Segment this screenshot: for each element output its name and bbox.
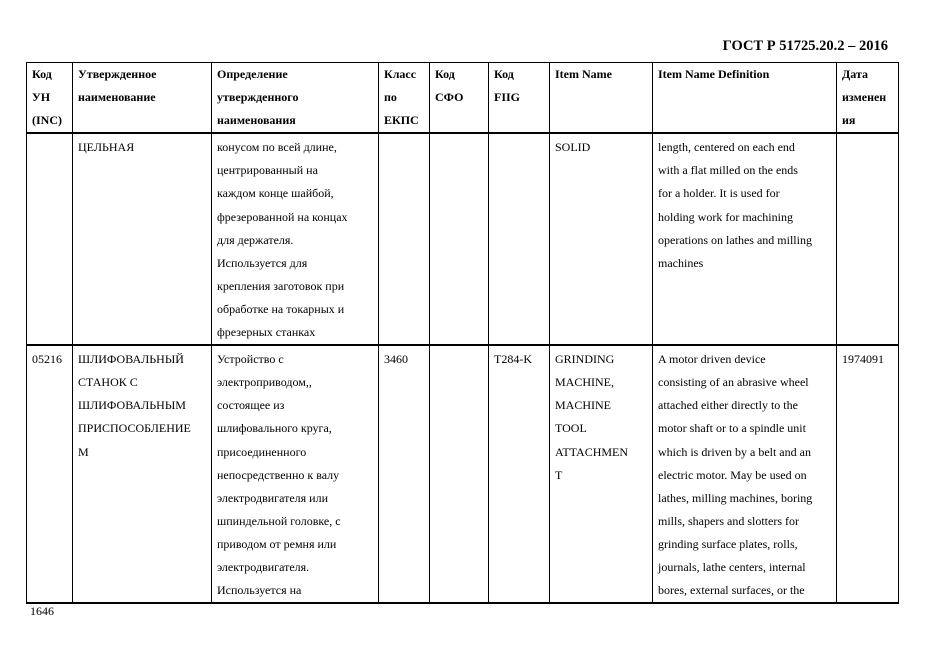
cell-definition-en <box>653 133 837 345</box>
header-line: Дата <box>842 67 868 81</box>
cell-text-line: mills, shapers and slotters for <box>658 513 799 528</box>
cell-text-line: with a flat milled on the ends <box>658 163 798 178</box>
cell-text-line: 05216 <box>32 352 62 367</box>
cell-item-name <box>550 345 653 603</box>
cell-approved-name <box>73 133 212 345</box>
cell-text-line: machines <box>658 255 704 270</box>
page-number: 1646 <box>30 604 54 618</box>
header-line: наименование <box>78 90 156 105</box>
cell-inc <box>27 345 73 603</box>
cell-text-line: ШЛИФОВАЛЬНЫМ <box>78 398 186 413</box>
header-line: Код <box>435 67 455 81</box>
cell-text-line: grinding surface plates, rolls, <box>658 536 798 551</box>
cell-definition-ru <box>212 133 379 345</box>
cell-text-line: GRINDING <box>555 352 615 367</box>
cell-text-line: ATTACHMEN <box>555 444 629 459</box>
cell-text-line: электроприводом,, <box>217 375 312 390</box>
cell-text-line: ПРИСПОСОБЛЕНИЕ <box>78 421 191 436</box>
cell-date <box>837 133 899 345</box>
cell-date <box>837 345 899 603</box>
cell-approved-name <box>73 345 212 603</box>
cell-sfo <box>430 345 489 603</box>
cell-text-line: length, centered on each end <box>658 140 795 155</box>
cell-definition-ru <box>212 345 379 603</box>
cell-text-line: lathes, milling machines, boring <box>658 490 813 505</box>
header-line: Код <box>494 67 514 81</box>
cell-text-line: Устройство с <box>217 352 284 367</box>
cell-text-line: T <box>555 467 563 482</box>
standard-header: ГОСТ Р 51725.20.2 – 2016 <box>722 38 888 54</box>
cell-text-line: ЦЕЛЬНАЯ <box>78 140 135 155</box>
header-line: УН <box>32 90 51 105</box>
cell-text-line: фрезерованной на концах <box>217 209 348 224</box>
column-header-inc <box>27 63 73 134</box>
header-line: Item Name Definition <box>658 67 770 81</box>
column-header-approved-name <box>73 63 212 134</box>
cell-text-line: SOLID <box>555 140 591 155</box>
header-line: Утвержденное <box>78 67 157 81</box>
cell-text-line: Используется для <box>217 255 308 270</box>
column-header-item-name <box>550 63 653 134</box>
cell-inc <box>27 133 73 345</box>
cell-text-line: attached either directly to the <box>658 398 798 413</box>
header-line: FIIG <box>494 90 521 105</box>
header-line: наименования <box>217 113 296 128</box>
cell-text-line: journals, lathe centers, internal <box>658 559 806 574</box>
header-line: изменен <box>842 90 887 105</box>
cell-text-line: непосредственно к валу <box>217 467 340 482</box>
cell-text-line: A motor driven device <box>658 352 766 367</box>
table-row <box>27 133 899 345</box>
cell-text-line: TOOL <box>555 421 587 436</box>
cell-text-line: центрированный на <box>217 163 318 178</box>
cell-item-name <box>550 133 653 345</box>
cell-text-line: for a holder. It is used for <box>658 186 780 201</box>
cell-text-line: электродвигателя или <box>217 490 329 505</box>
cell-text-line: СТАНОК С <box>78 375 138 390</box>
cell-text-line: operations on lathes and milling <box>658 232 812 247</box>
table-row <box>27 345 899 603</box>
header-line: ЕКПС <box>384 113 419 128</box>
cell-text-line: ШЛИФОВАЛЬНЫЙ <box>78 352 184 367</box>
column-header-date <box>837 63 899 134</box>
header-line: Определение <box>217 67 288 81</box>
header-line: утвержденного <box>217 90 299 105</box>
cell-text-line: 3460 <box>384 352 408 367</box>
cell-text-line: holding work for machining <box>658 209 793 224</box>
cell-text-line: шлифовального круга, <box>217 421 332 436</box>
cell-text-line: фрезерных станках <box>217 325 316 340</box>
cell-definition-en <box>653 345 837 603</box>
cell-fiig <box>489 133 550 345</box>
cell-class <box>379 345 430 603</box>
cell-text-line: which is driven by a belt and an <box>658 444 811 459</box>
column-header-definition-en <box>653 63 837 134</box>
cell-text-line: T284-K <box>494 352 532 367</box>
header-line: ия <box>842 113 856 128</box>
column-header-sfo <box>430 63 489 134</box>
cell-text-line: каждом конце шайбой, <box>217 186 334 201</box>
header-line: СФО <box>435 90 464 105</box>
cell-text-line: крепления заготовок при <box>217 278 345 293</box>
cell-text-line: М <box>78 444 89 459</box>
cell-text-line: электродвигателя. <box>217 559 310 574</box>
cell-text-line: MACHINE <box>555 398 611 413</box>
cell-text-line: конусом по всей длине, <box>217 140 337 155</box>
header-line: Класс <box>384 67 417 81</box>
cell-text-line: 1974091 <box>842 352 884 367</box>
cell-text-line: состоящее из <box>217 398 285 413</box>
header-line: Item Name <box>555 67 612 81</box>
cell-fiig <box>489 345 550 603</box>
column-header-definition-ru <box>212 63 379 134</box>
cell-text-line: приводом от ремня или <box>217 536 337 551</box>
column-header-class <box>379 63 430 134</box>
column-header-fiig <box>489 63 550 134</box>
header-line: по <box>384 90 397 105</box>
cell-text-line: MACHINE, <box>555 375 614 390</box>
cell-text-line: для держателя. <box>217 232 294 247</box>
cell-text-line: consisting of an abrasive wheel <box>658 375 809 390</box>
cell-text-line: обработке на токарных и <box>217 301 345 316</box>
cell-text-line: шпиндельной головке, с <box>217 513 341 528</box>
catalog-table <box>26 62 899 604</box>
cell-class <box>379 133 430 345</box>
cell-text-line: bores, external surfaces, or the <box>658 583 805 598</box>
header-line: Код <box>32 67 52 81</box>
table-header-row <box>27 63 899 134</box>
cell-text-line: Используется на <box>217 583 302 598</box>
cell-text-line: motor shaft or to a spindle unit <box>658 421 806 436</box>
cell-text-line: присоединенного <box>217 444 307 459</box>
cell-text-line: electric motor. May be used on <box>658 467 807 482</box>
cell-sfo <box>430 133 489 345</box>
header-line: (INC) <box>32 113 62 128</box>
